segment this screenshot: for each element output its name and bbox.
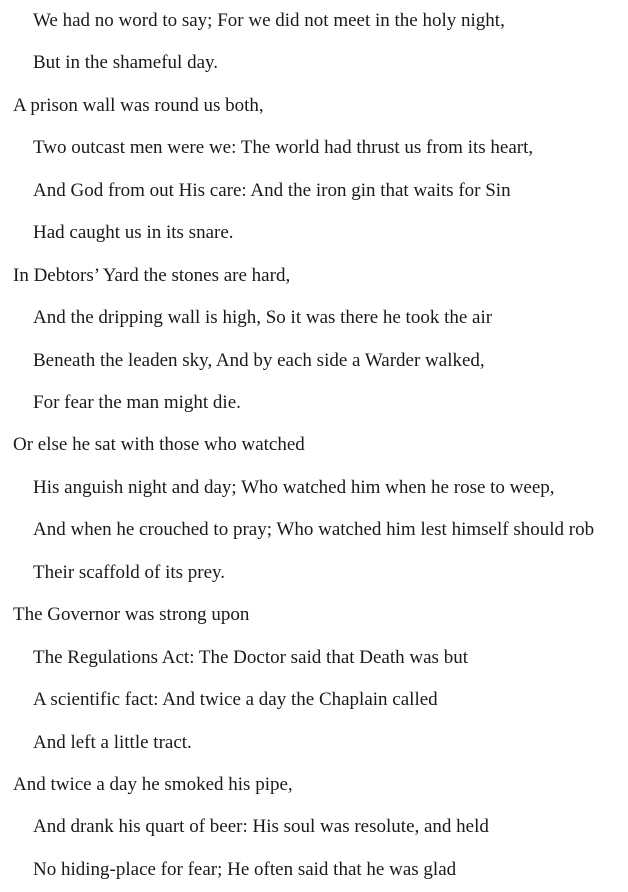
poem-line: His anguish night and day; Who watched him when he rose to weep,	[33, 477, 555, 498]
poem-line: Two outcast men were we: The world had thrust us from its heart,	[33, 137, 534, 158]
stanza-first-line: The Governor was strong upon	[13, 604, 250, 625]
poem-line: Their scaffold of its prey.	[33, 562, 226, 583]
poem-line: No hiding-place for fear; He often said that he was glad	[33, 859, 457, 880]
poem-line: A scientific fact: And twice a day the Chaplain called	[33, 689, 438, 710]
poem-line: We had no word to say; For we did not meet in the holy night,	[33, 10, 505, 31]
poem-line: But in the shameful day.	[33, 52, 219, 73]
poem-line: The Regulations Act: The Doctor said that Death was but	[33, 647, 468, 668]
poem-line: And drank his quart of beer: His soul was resolute, and held	[33, 816, 489, 837]
stanza-first-line: In Debtors’ Yard the stones are hard,	[13, 265, 291, 286]
poem-line: And left a little tract.	[33, 732, 192, 753]
poem-line: For fear the man might die.	[33, 392, 241, 413]
poem-line: And God from out His care: And the iron gin that waits for Sin	[33, 180, 511, 201]
poem-line: And the dripping wall is high, So it was there he took the air	[33, 307, 493, 328]
stanza-first-line: Or else he sat with those who watched	[13, 434, 305, 455]
poem-line: And when he crouched to pray; Who watched him lest himself should rob	[33, 519, 595, 540]
poem-line: Beneath the leaden sky, And by each side a Warder walked,	[33, 350, 485, 371]
poem-line: Had caught us in its snare.	[33, 222, 234, 243]
stanza-first-line: And twice a day he smoked his pipe,	[13, 774, 293, 795]
stanza-first-line: A prison wall was round us both,	[13, 95, 264, 116]
